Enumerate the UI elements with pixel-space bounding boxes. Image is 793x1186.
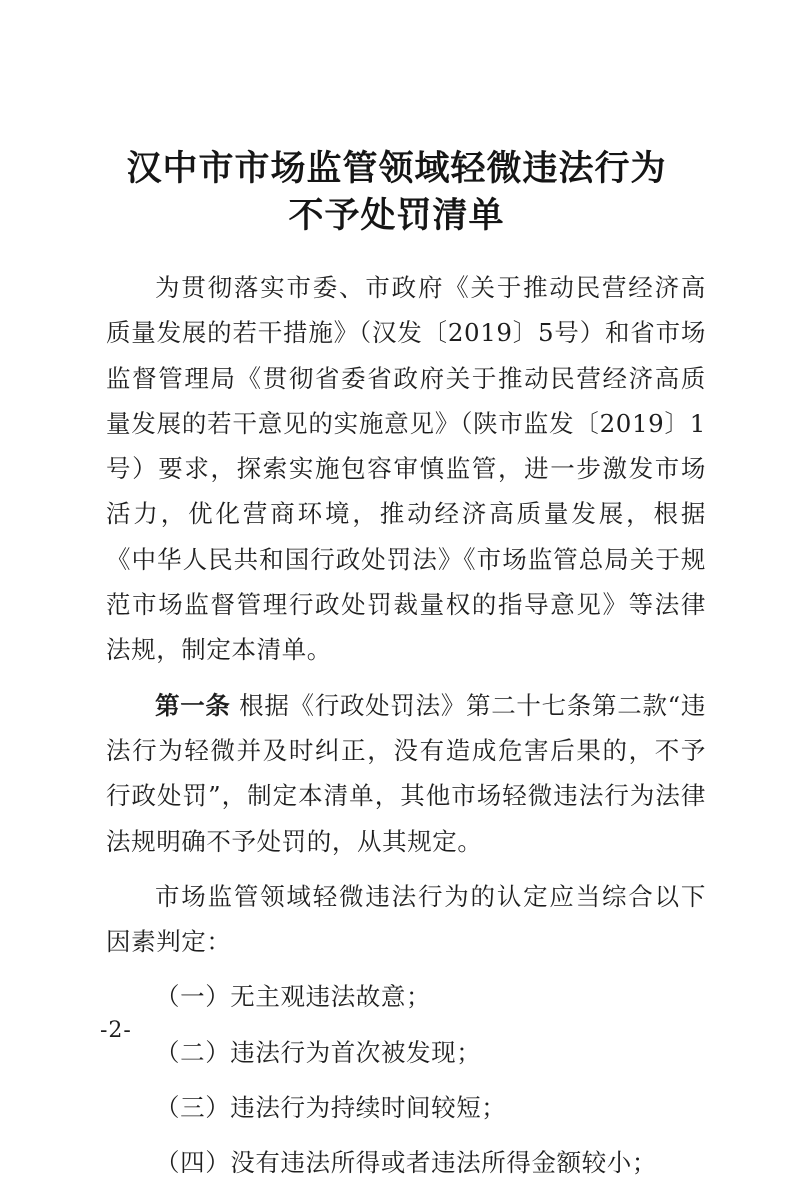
page-number: -2- — [100, 1018, 132, 1043]
article-1-paragraph — [106, 683, 706, 864]
article-1-text: 根据《行政处罚法》第二十七条第二款“违法行为轻微并及时纠正，没有造成危害后果的，不予行政处罚”，制定本清单，其他市场轻微违法行为法律法规明确不予处罚的，从其规定。 — [106, 690, 706, 856]
document-title-line-2: 不予处罚清单 — [288, 196, 505, 236]
criteria-intro-paragraph: 市场监管领域轻微违法行为的认定应当综合以下因素判定： — [106, 881, 706, 957]
document-title-line-1: 汉中市市场监管领域轻微违法行为 — [126, 149, 667, 189]
criteria-item-2: （二）违法行为首次被发现； — [155, 1037, 482, 1067]
document-body — [106, 265, 706, 1186]
criteria-item-4: （四）没有违法所得或者违法所得金额较小； — [155, 1148, 657, 1178]
preamble-paragraph: 为贯彻落实市委、市政府《关于推动民营经济高质量发展的若干措施》（汉发〔2019〕5号）和省市场监督管理局《贯彻省委省政府关于推动民营经济高质量发展的若干意见的实施意见》（陕市监发〔2019〕1号）要求，探索实施包容审慎监管，进一步激发市场活力，优化营商环境，推动经济高质量发展，根据《中华人民共和国行政处罚法》《市场监管总局关于规范市场监督管理行政处罚裁量权的指导意见》等法律法规，制定本清单。 — [106, 273, 706, 665]
article-1-label: 第一条 — [155, 690, 231, 720]
criteria-item-1: （一）无主观违法故意； — [155, 982, 432, 1012]
criteria-item-3: （三）违法行为持续时间较短； — [155, 1093, 507, 1123]
